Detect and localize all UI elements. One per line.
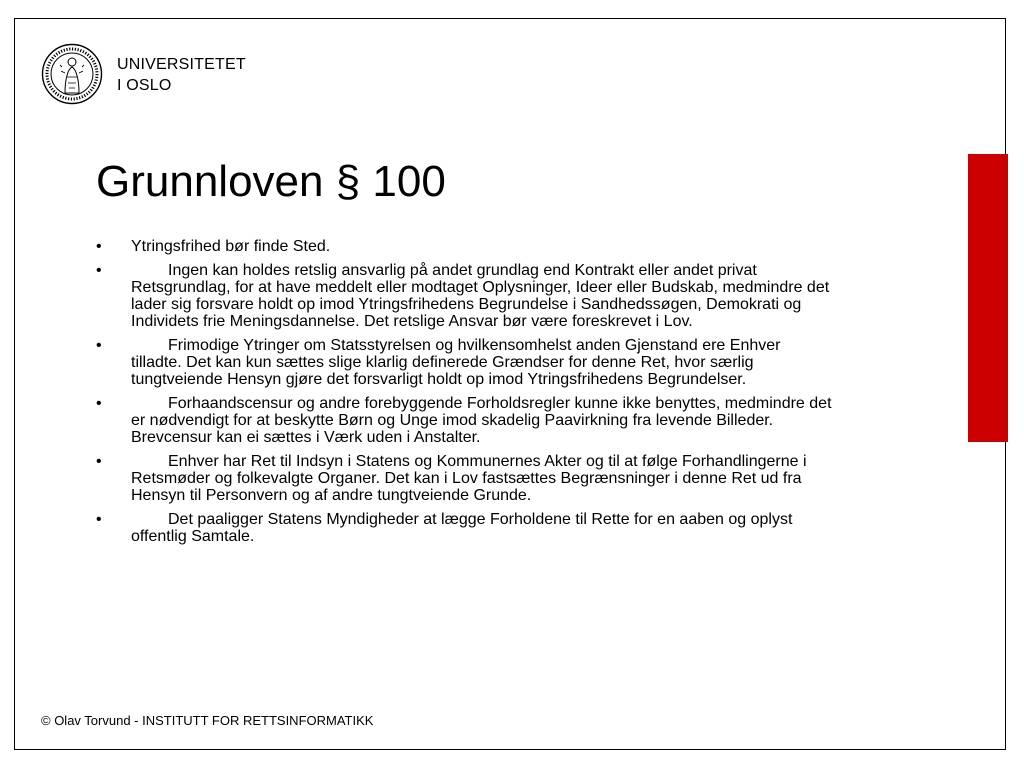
university-name-line2: I OSLO: [117, 77, 172, 94]
bullet-item: [95, 337, 835, 388]
bullet-marker: •: [96, 395, 102, 412]
bullet-text: Forhaandscensur og andre forebyggende Forholdsregler kunne ikke benyttes, medmindre det er nødvendigt for at beskytte Børn og Unge imod skadelig Paavirkning fra levende Billeder. Brevcensur kan ei sættes i Værk uden i Anstalter.: [131, 395, 832, 446]
bullet-text: Ingen kan holdes retslig ansvarlig på andet grundlag end Kontrakt eller andet privat Retsgrundlag, for at have meddelt eller modtaget Oplysninger, Ideer eller Budskab, medmindre det lader sig forsvare holdt op imod Ytringsfrihedens Begrundelse i Sandhedssøgen, Demokrati og Individets frie Meningsdannelse. Det retslige Ansvar bør være foreskrevet i Lov.: [131, 262, 830, 330]
bullet-text: Enhver har Ret til Indsyn i Statens og Kommunernes Akter og til at følge Forhandlingerne i Retsmøder og folkevalgte Organer. Det kan i Lov fastsættes Begrænsninger i denne Ret ud fra Hensyn til Personvern og af andre tungtveiende Grunde.: [131, 453, 807, 504]
bullet-item: [95, 511, 835, 545]
bullet-text: Det paaligger Statens Myndigheder at lægge Forholdene til Rette for en aaben og oplyst offentlig Samtale.: [131, 511, 793, 545]
university-name: [117, 54, 246, 96]
bullet-marker: •: [96, 262, 102, 279]
slide-title: Grunnloven § 100: [96, 157, 446, 206]
footer-copyright: © Olav Torvund - INSTITUTT FOR RETTSINFORMATIKK: [41, 713, 374, 728]
bullet-marker: •: [96, 511, 102, 528]
bullet-item: [95, 238, 835, 255]
university-name-line1: UNIVERSITETET: [117, 56, 246, 73]
bullet-marker: •: [96, 453, 102, 470]
accent-bar: [968, 154, 1008, 442]
university-seal-icon: [41, 43, 103, 105]
bullet-list: [95, 238, 835, 552]
bullet-text: Ytringsfrihed bør finde Sted.: [131, 238, 331, 255]
bullet-text: Frimodige Ytringer om Statsstyrelsen og hvilkensomhelst anden Gjenstand ere Enhver tilladte. Det kan kun sættes slige klarlig definerede Grændser for denne Ret, hvor særlig tungtveiende Hensyn gjøre det forsvarligt holdt op imod Ytringsfrihedens Begrundelser.: [131, 337, 781, 388]
bullet-item: [95, 262, 835, 330]
bullet-marker: •: [96, 337, 102, 354]
bullet-item: [95, 395, 835, 446]
bullet-marker: •: [96, 238, 102, 255]
bullet-item: [95, 453, 835, 504]
